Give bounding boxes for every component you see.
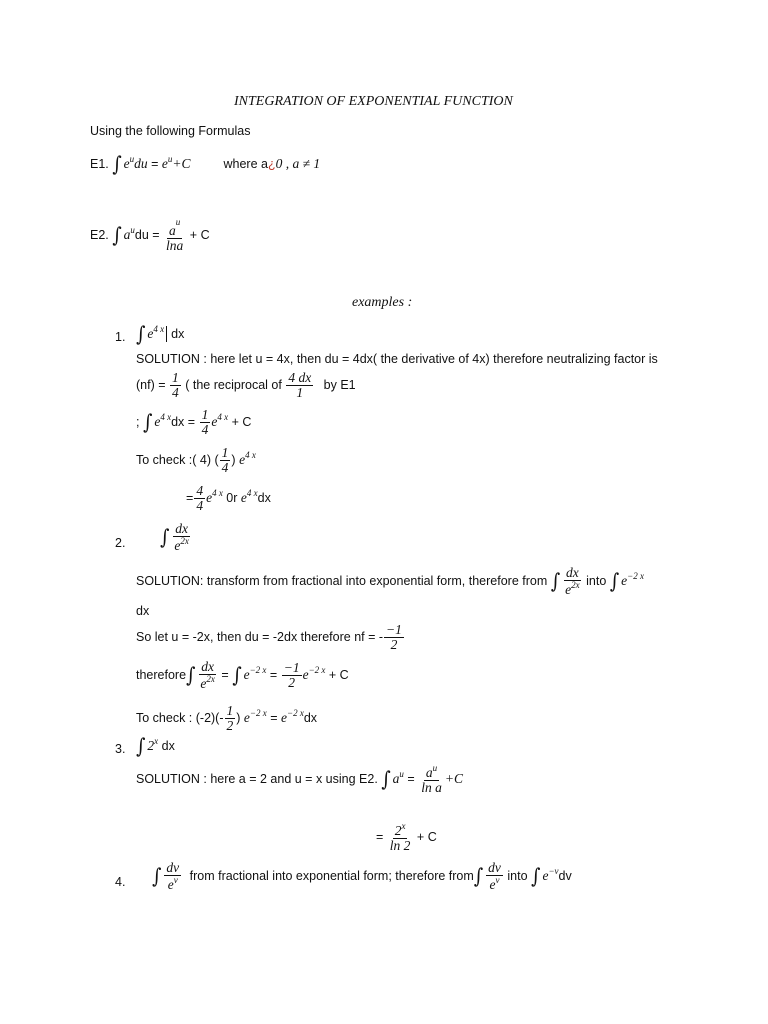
ex3-number: 3. bbox=[115, 742, 126, 756]
ex2-solution: SOLUTION: transform from fractional into exponential form, therefore from ∫ $\frac{dx}{e^{2x}}$ into ∫ $e^{-2 x}$ bbox=[136, 565, 644, 598]
ex4-number: 4. bbox=[115, 875, 126, 889]
ex4-line: ∫ $\frac{dv}{e^v}$ from fractional into exponential form; therefore from∫ $\frac{dv}{e^v}$ into ∫ $e^{-v}dv$ bbox=[152, 860, 572, 893]
ex2-problem: ∫ $\frac{dx}{e^{2x}}$ bbox=[160, 521, 189, 554]
ex2-number: 2. bbox=[115, 536, 126, 550]
formula-e2: E2. ∫ $a^udu$ = $\frac{a^u}{\ln a}$ + C bbox=[90, 217, 210, 254]
ex1-check-result: = $\frac{4}{4}$ $e^{4 x}$ 0r $e^{4 x}dx$ bbox=[186, 483, 271, 514]
ex1-solution: SOLUTION : here let u = 4x, then du = 4dx( the derivative of 4x) therefore neutralizing factor is bbox=[136, 352, 658, 366]
ex2-dx: dx bbox=[136, 604, 150, 618]
formula-e1: E1. ∫ $e^udu = e^u+C$ where a¿0 , a ≠ 1 bbox=[90, 152, 321, 177]
ex2-solet-line: So let u = -2x, then du = -2dx therefore nf = - $\frac{-1}{2}$ bbox=[136, 622, 402, 653]
page-title: INTEGRATION OF EXPONENTIAL FUNCTION bbox=[234, 94, 513, 109]
ex3-result: = $\frac{2^x}{\ln 2}$ + C bbox=[376, 821, 437, 854]
ex1-nf-line: (nf) = $\frac{1}{4}$ ( the reciprocal of $\frac{4 dx}{1}$ by E1 bbox=[136, 370, 356, 401]
ex1-check-line: To check :( 4) ( $\frac{1}{4}$ ) $e^{4 x}$ bbox=[136, 445, 256, 476]
examples-heading: examples : bbox=[352, 295, 413, 310]
intro-text: Using the following Formulas bbox=[90, 124, 251, 138]
ex2-therefore-line: therefore∫ $\frac{dx}{e^{2x}}$ = ∫ $e^{-2 x}$ = $\frac{-1}{2}$ $e^{-2 x} + C$ bbox=[136, 659, 349, 692]
ex1-result-line: ; ∫ $e^{4 x}dx$ = $\frac{1}{4}$ $e^{4 x} + C$ bbox=[136, 407, 252, 438]
ex1-problem: ∫ $e^{4 x}$ dx bbox=[136, 322, 185, 347]
ex3-problem: ∫ 2$^x$ dx bbox=[136, 734, 175, 759]
ex1-number: 1. bbox=[115, 330, 126, 344]
ex3-solution: SOLUTION : here a = 2 and u = x using E2. ∫ $a^u$ = $\frac{a^u}{\text{ln a}}$ +C bbox=[136, 763, 463, 796]
ex2-check-line: To check : (-2)(- $\frac{1}{2}$ ) $e^{-2 x} = e^{-2 x}dx$ bbox=[136, 703, 318, 734]
